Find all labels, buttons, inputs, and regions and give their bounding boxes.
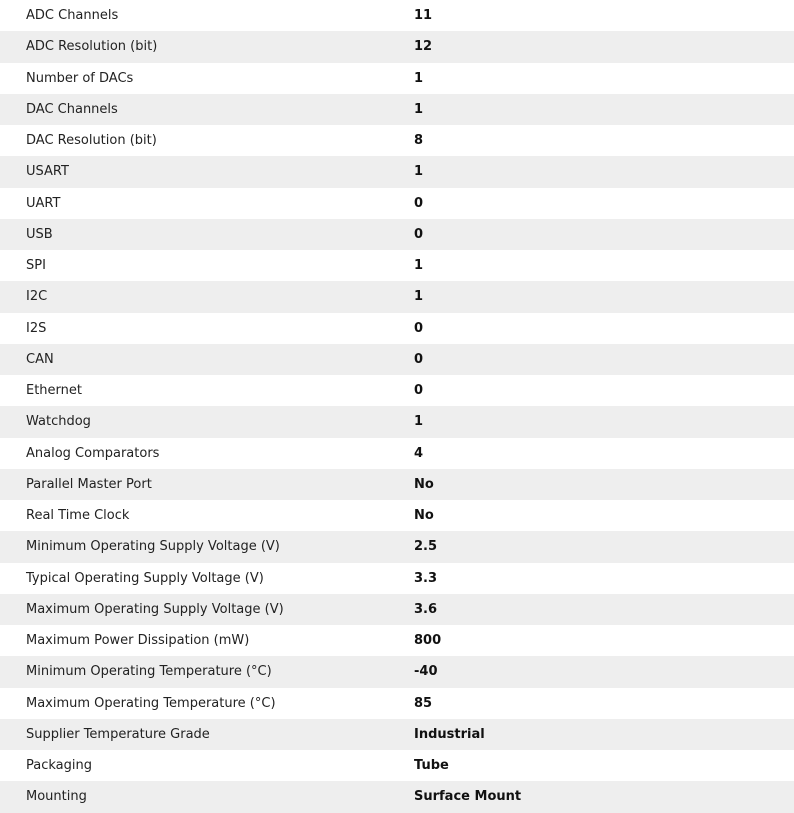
- table-row: [0, 281, 794, 312]
- spec-value: 0: [414, 195, 424, 211]
- spec-value: 8: [414, 133, 424, 149]
- table-row: [0, 156, 794, 187]
- table-row: [0, 500, 794, 531]
- spec-value: Industrial: [414, 726, 485, 742]
- table-row: [0, 344, 794, 375]
- spec-value: 3.6: [414, 601, 438, 617]
- spec-label: Parallel Master Port: [26, 476, 152, 492]
- table-row: [0, 125, 794, 156]
- spec-label: I2S: [26, 320, 47, 336]
- spec-label: Analog Comparators: [26, 445, 160, 461]
- spec-value: 0: [414, 320, 424, 336]
- spec-label: Minimum Operating Temperature (°C): [26, 664, 272, 680]
- spec-value: 1: [414, 164, 424, 180]
- spec-label: Packaging: [26, 758, 92, 774]
- spec-label: Typical Operating Supply Voltage (V): [26, 570, 264, 586]
- table-row: [0, 719, 794, 750]
- spec-label: I2C: [26, 289, 48, 305]
- spec-value: No: [414, 476, 434, 492]
- spec-label: DAC Channels: [26, 101, 118, 117]
- spec-value: 1: [414, 101, 424, 117]
- spec-value: 85: [414, 695, 433, 711]
- spec-value: 1: [414, 289, 424, 305]
- spec-value: 800: [414, 633, 442, 649]
- spec-value: 11: [414, 8, 433, 24]
- table-row: [0, 0, 794, 31]
- spec-value: Tube: [414, 758, 449, 774]
- table-row: [0, 188, 794, 219]
- table-row: [0, 750, 794, 781]
- table-row: [0, 469, 794, 500]
- spec-label: Real Time Clock: [26, 508, 130, 524]
- spec-value: -40: [414, 664, 438, 680]
- table-row: [0, 563, 794, 594]
- spec-value: 0: [414, 351, 424, 367]
- table-row: [0, 31, 794, 62]
- spec-label: Maximum Operating Supply Voltage (V): [26, 601, 284, 617]
- table-row: [0, 375, 794, 406]
- table-row: [0, 656, 794, 687]
- spec-value: No: [414, 508, 434, 524]
- spec-value: 0: [414, 383, 424, 399]
- table-row: [0, 688, 794, 719]
- spec-label: USART: [26, 164, 69, 180]
- table-row: [0, 438, 794, 469]
- table-row: [0, 250, 794, 281]
- spec-value: 0: [414, 226, 424, 242]
- spec-value: 12: [414, 39, 433, 55]
- spec-label: Ethernet: [26, 383, 82, 399]
- spec-label: Minimum Operating Supply Voltage (V): [26, 539, 280, 555]
- spec-value: 3.3: [414, 570, 438, 586]
- spec-value: 1: [414, 258, 424, 274]
- spec-value: 1: [414, 414, 424, 430]
- spec-value: Surface Mount: [414, 789, 522, 805]
- table-row: [0, 625, 794, 656]
- spec-label: Maximum Power Dissipation (mW): [26, 633, 250, 649]
- spec-value: 2.5: [414, 539, 438, 555]
- table-row: [0, 63, 794, 94]
- table-row: [0, 531, 794, 562]
- spec-label: ADC Channels: [26, 8, 119, 24]
- table-row: [0, 313, 794, 344]
- table-row: [0, 594, 794, 625]
- spec-label: Number of DACs: [26, 70, 134, 86]
- spec-label: DAC Resolution (bit): [26, 133, 157, 149]
- spec-value: 1: [414, 70, 424, 86]
- spec-label: Supplier Temperature Grade: [26, 726, 210, 742]
- spec-value: 4: [414, 445, 424, 461]
- spec-label: USB: [26, 226, 53, 242]
- table-row: [0, 781, 794, 812]
- table-row: [0, 219, 794, 250]
- spec-label: Maximum Operating Temperature (°C): [26, 695, 276, 711]
- spec-label: ADC Resolution (bit): [26, 39, 158, 55]
- spec-label: Mounting: [26, 789, 87, 805]
- table-row: [0, 406, 794, 437]
- spec-label: CAN: [26, 351, 54, 367]
- spec-label: Watchdog: [26, 414, 91, 430]
- table-row: [0, 94, 794, 125]
- spec-label: UART: [26, 195, 61, 211]
- spec-label: SPI: [26, 258, 46, 274]
